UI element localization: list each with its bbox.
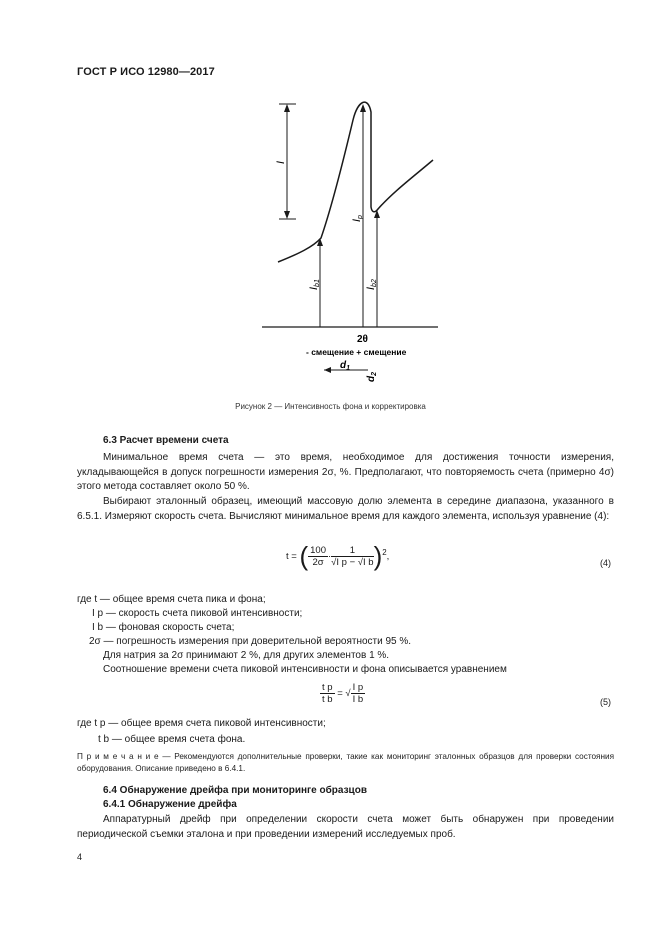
spectrum-curve: [278, 102, 433, 262]
where-ib: I b — фоновая скорость счета;: [92, 622, 235, 633]
section-6-3-title: 6.3 Расчет времени счета: [103, 435, 229, 446]
equation-5: $\frac{\text{t p}}{\text{t b}}$ = √ $\frac{\text{I p}}{\text{I b}}$: [322, 682, 364, 705]
equation-4: t = ( $\frac{100}{2\sigma}$ · $\frac{1}{\text{√I p − √I b}}$ )$^2$,: [286, 541, 390, 571]
where2-tb: t b — общее время счета фона.: [98, 734, 246, 745]
label-ib1: Ib1: [308, 279, 321, 290]
label-ib2: Ib2: [365, 279, 378, 290]
where2-tp: где t p — общее время счета пиковой интенсивности;: [77, 718, 326, 729]
label-d2: $d_2$: [366, 371, 378, 382]
label-offsets: - смещение + смещение: [306, 347, 407, 357]
section-6-4-1-para: Аппаратурный дрейф при определении скорости счета может быть обнаружен при проведении периодической съемки эталона и при проведении измерений исследуемых проб.: [77, 814, 614, 840]
section-6-3-para2: Выбирают эталонный образец, имеющий массовую долю элемента в середине диапазона, указанного в 6.5.1. Измеряют скорость счета. Вычисляют минимальное время для каждого элемента, используя уравнение (4):: [77, 496, 614, 522]
ratio-intro: Соотношение времени счета пиковой интенсивности и фона описывается уравнением: [103, 664, 507, 675]
equation-5-number: (5): [600, 697, 611, 707]
note: П р и м е ч а н и е — Рекомендуются дополнительные проверки, такие как мониторинг эталонных образцов для проверки состояния оборудования. Описание приведено в 6.4.1.: [77, 752, 614, 773]
section-6-3-para1: Минимальное время счета — это время, необходимое для достижения точности измерения, укладывающейся в допуск погрешности измерения 2σ, %. Предполагают, что повторяемость счета (примерно 4σ) этого метода составляет около 50 %.: [77, 452, 614, 493]
label-i: I: [275, 160, 287, 164]
equation-4-number: (4): [600, 558, 611, 568]
figure-2-diagram: [248, 92, 448, 392]
where-2sigma: 2σ — погрешность измерения при доверительной вероятности 95 %.: [89, 636, 412, 647]
page-number: 4: [77, 852, 83, 862]
figure-caption: Рисунок 2 — Интенсивность фона и корректировка: [235, 402, 426, 411]
document-header: ГОСТ Р ИСО 12980—2017: [77, 66, 215, 78]
section-6-4-title: 6.4 Обнаружение дрейфа при мониторинге образцов: [103, 785, 367, 796]
sodium-note: Для натрия за 2σ принимают 2 %, для других элементов 1 %.: [103, 650, 390, 661]
label-d1: $d_1$: [340, 360, 351, 372]
label-two-theta: 2θ: [357, 334, 368, 345]
where-t: где t — общее время счета пика и фона;: [77, 594, 266, 605]
label-ip: Ip: [351, 215, 364, 222]
where-ip: I p — скорость счета пиковой интенсивности;: [92, 608, 303, 619]
section-6-4-1-title: 6.4.1 Обнаружение дрейфа: [103, 799, 237, 810]
